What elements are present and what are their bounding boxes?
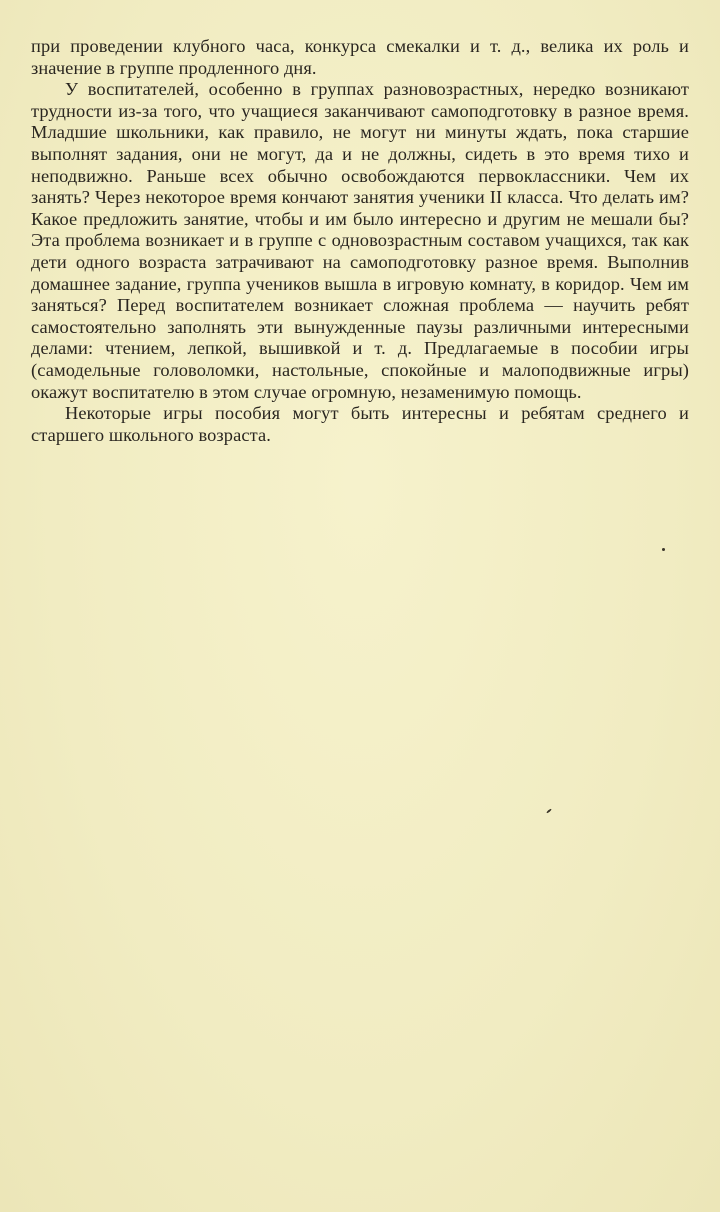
paragraph-older-children: Некоторые игры пособия могут быть интересны и ребятам среднего и старшего школьного возраста. — [31, 403, 689, 445]
body-text — [31, 36, 689, 446]
print-speck — [546, 808, 552, 813]
paragraph-difficulties: У воспитателей, особенно в группах разновозрастных, нередко возникают трудности из-за того, что учащиеся заканчивают самоподготовку в разное время. Младшие школьники, как правило, не могут ни минуты ждать, пока старшие выполнят задания, они не могут, да и не должны, сидеть в это время тихо и неподвижно. Раньше всех обычно освобождаются первоклассники. Чем их занять? Через некоторое время кончают занятия ученики II класса. Что делать им? Какое предложить занятие, чтобы и им было интересно и другим не мешали бы? Эта проблема возникает и в группе с одновозрастным составом учащихся, так как дети одного возраста затрачивают на самоподготовку разное время. Выполнив домашнее задание, группа учеников вышла в игровую комнату, в коридор. Чем им заняться? Перед воспитателем возникает сложная проблема — научить ребят самостоятельно заполнять эти вынужденные паузы различными интересными делами: чтением, лепкой, вышивкой и т. д. Предлагаемые в пособии игры (самодельные головоломки, настольные, спокойные и малоподвижные игры) окажут воспитателю в этом случае огромную, незаменимую помощь. — [31, 79, 689, 402]
print-speck — [662, 548, 665, 551]
paragraph-continuation: при проведении клубного часа, конкурса смекалки и т. д., велика их роль и значение в группе продленного дня. — [31, 36, 689, 78]
